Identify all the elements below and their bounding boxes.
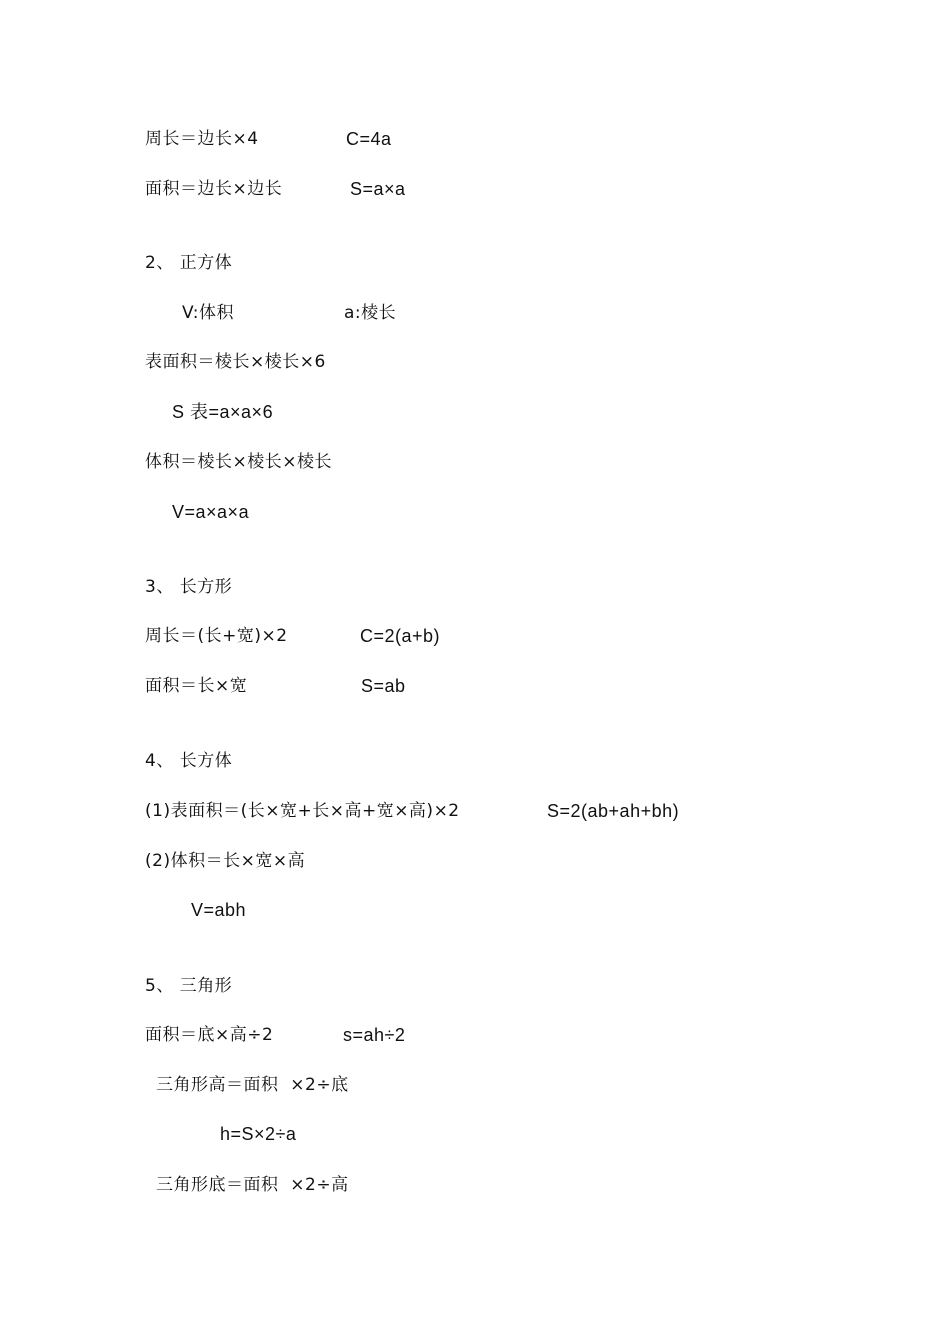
cube-legend-v: V:体积 xyxy=(182,303,234,323)
rectangle-perimeter-text: 周长＝(长+宽)×2 xyxy=(145,626,288,646)
triangle-base-text: 三角形底＝面积 ×2÷高 xyxy=(156,1175,349,1195)
triangle-height-text: 三角形高＝面积 ×2÷底 xyxy=(156,1075,349,1095)
triangle-area-formula: s=ah÷2 xyxy=(343,1025,406,1045)
triangle-height-formula: h=S×2÷a xyxy=(220,1124,297,1144)
cube-volume-formula: V=a×a×a xyxy=(172,502,250,522)
cuboid-heading: 4、 长方体 xyxy=(145,751,233,771)
rectangle-perimeter-formula: C=2(a+b) xyxy=(360,626,441,646)
square-perimeter-formula: C=4a xyxy=(346,129,392,149)
cube-surface-formula: S 表=a×a×6 xyxy=(172,402,274,422)
rectangle-area-text: 面积＝长×宽 xyxy=(145,676,248,696)
square-perimeter-text: 周长＝边长×4 xyxy=(145,129,259,149)
rectangle-area-formula: S=ab xyxy=(361,676,406,696)
square-area-text: 面积＝边长×边长 xyxy=(145,179,283,199)
cube-legend-a: a:棱长 xyxy=(344,303,397,323)
cube-heading: 2、 正方体 xyxy=(145,253,233,273)
rectangle-heading: 3、 长方形 xyxy=(145,577,233,597)
cuboid-surface-formula: S=2(ab+ah+bh) xyxy=(547,801,680,821)
cuboid-surface-text: (1)表面积＝(长×宽+长×高+宽×高)×2 xyxy=(145,801,460,821)
square-area-formula: S=a×a xyxy=(350,179,406,199)
triangle-heading: 5、 三角形 xyxy=(145,976,233,996)
triangle-area-text: 面积＝底×高÷2 xyxy=(145,1025,274,1045)
cube-surface-text: 表面积＝棱长×棱长×6 xyxy=(145,352,326,372)
cuboid-volume-formula: V=abh xyxy=(191,900,247,920)
cuboid-volume-text: (2)体积＝长×宽×高 xyxy=(145,851,306,871)
cube-volume-text: 体积＝棱长×棱长×棱长 xyxy=(145,452,332,472)
